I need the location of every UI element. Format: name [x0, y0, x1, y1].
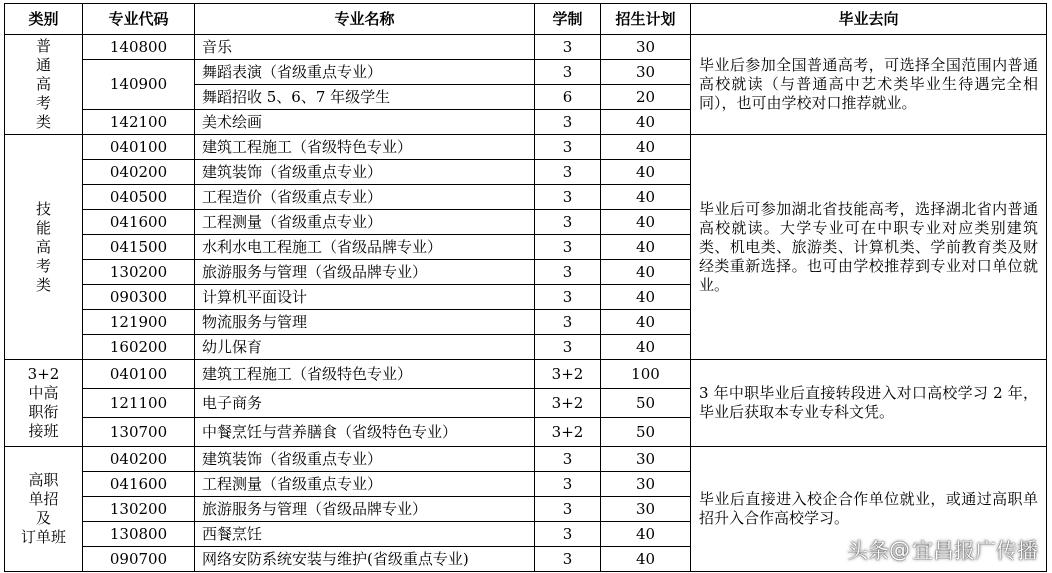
years-cell: 3+2: [535, 360, 601, 389]
years-cell: 3: [535, 235, 601, 260]
years-cell: 3: [535, 497, 601, 522]
name-cell: 工程测量（省级重点专业）: [195, 472, 535, 497]
name-cell: 水利水电工程施工（省级品牌专业）: [195, 235, 535, 260]
years-cell: 3: [535, 35, 601, 60]
code-cell: 142100: [83, 110, 195, 135]
destination-cell: 毕业后直接进入校企合作单位就业，或通过高职单招升入合作高校学习。: [691, 447, 1047, 572]
years-cell: 3: [535, 60, 601, 85]
header-destination: 毕业去向: [691, 4, 1047, 35]
header-name: 专业名称: [195, 4, 535, 35]
plan-cell: 100: [601, 360, 691, 389]
code-cell: 040100: [83, 360, 195, 389]
years-cell: 3: [535, 185, 601, 210]
name-cell: 物流服务与管理: [195, 310, 535, 335]
years-cell: 3: [535, 160, 601, 185]
plan-cell: 40: [601, 235, 691, 260]
code-cell: 040100: [83, 135, 195, 160]
name-cell: 幼儿保育: [195, 335, 535, 360]
years-cell: 3+2: [535, 418, 601, 447]
header-row: [5, 4, 1047, 35]
table-row: [5, 135, 1047, 160]
plan-cell: 40: [601, 522, 691, 547]
years-cell: 3: [535, 335, 601, 360]
name-cell: 网络安防系统安装与维护(省级重点专业): [195, 547, 535, 572]
plan-cell: 40: [601, 260, 691, 285]
category-cell: 3+2 中高 职衔 接班: [5, 360, 83, 447]
plan-cell: 30: [601, 447, 691, 472]
table-row: [5, 35, 1047, 60]
plan-cell: 40: [601, 335, 691, 360]
admissions-table: [4, 3, 1047, 572]
name-cell: 工程造价（省级重点专业）: [195, 185, 535, 210]
years-cell: 3: [535, 472, 601, 497]
plan-cell: 30: [601, 497, 691, 522]
code-cell: 040200: [83, 160, 195, 185]
name-cell: 西餐烹饪: [195, 522, 535, 547]
years-cell: 3+2: [535, 389, 601, 418]
plan-cell: 40: [601, 110, 691, 135]
code-cell: 130700: [83, 418, 195, 447]
name-cell: 工程测量（省级重点专业）: [195, 210, 535, 235]
code-cell: 130200: [83, 260, 195, 285]
table-row: [5, 360, 1047, 389]
header-category: 类别: [5, 4, 83, 35]
code-cell: 121900: [83, 310, 195, 335]
destination-cell: 毕业后可参加湖北省技能高考，选择湖北省内普通高校就读。大学专业可在中职专业对应类别建筑类、机电类、旅游类、计算机类、学前教育类及财经类重新选择。也可由学校推荐到专业对口单位就业。: [691, 135, 1047, 360]
table-body: [5, 4, 1047, 572]
years-cell: 3: [535, 210, 601, 235]
code-cell: 140800: [83, 35, 195, 60]
years-cell: 3: [535, 547, 601, 572]
plan-cell: 40: [601, 185, 691, 210]
name-cell: 音乐: [195, 35, 535, 60]
years-cell: 3: [535, 447, 601, 472]
name-cell: 旅游服务与管理（省级品牌专业）: [195, 260, 535, 285]
years-cell: 3: [535, 522, 601, 547]
name-cell: 中餐烹饪与营养膳食（省级特色专业）: [195, 418, 535, 447]
name-cell: 计算机平面设计: [195, 285, 535, 310]
name-cell: 建筑装饰（省级重点专业）: [195, 447, 535, 472]
plan-cell: 40: [601, 135, 691, 160]
years-cell: 3: [535, 110, 601, 135]
header-years: 学制: [535, 4, 601, 35]
years-cell: 3: [535, 135, 601, 160]
watermark-at: @: [889, 538, 910, 562]
code-cell: 090700: [83, 547, 195, 572]
plan-cell: 30: [601, 35, 691, 60]
plan-cell: 50: [601, 418, 691, 447]
category-cell: 技 能 高 考 类: [5, 135, 83, 360]
plan-cell: 40: [601, 285, 691, 310]
code-cell: 040200: [83, 447, 195, 472]
code-cell: 041500: [83, 235, 195, 260]
name-cell: 建筑装饰（省级重点专业）: [195, 160, 535, 185]
category-cell: 普 通 高 考 类: [5, 35, 83, 135]
years-cell: 3: [535, 260, 601, 285]
plan-cell: 40: [601, 160, 691, 185]
years-cell: 3: [535, 310, 601, 335]
code-cell: 130800: [83, 522, 195, 547]
code-cell: 040500: [83, 185, 195, 210]
table-row: [5, 447, 1047, 472]
code-cell: 130200: [83, 497, 195, 522]
code-cell: 160200: [83, 335, 195, 360]
watermark: [847, 535, 1038, 565]
name-cell: 舞蹈招收 5、6、7 年级学生: [195, 85, 535, 110]
destination-cell: 毕业后参加全国普通高考，可选择全国范围内普通高校就读（与普通高中艺术类毕业生待遇完全相同），也可由学校对口推荐就业。: [691, 35, 1047, 135]
plan-cell: 30: [601, 60, 691, 85]
code-cell: 041600: [83, 210, 195, 235]
header-plan: 招生计划: [601, 4, 691, 35]
plan-cell: 50: [601, 389, 691, 418]
plan-cell: 20: [601, 85, 691, 110]
plan-cell: 40: [601, 547, 691, 572]
name-cell: 美术绘画: [195, 110, 535, 135]
code-cell: 090300: [83, 285, 195, 310]
name-cell: 建筑工程施工（省级特色专业）: [195, 360, 535, 389]
plan-cell: 30: [601, 472, 691, 497]
plan-cell: 40: [601, 310, 691, 335]
name-cell: 舞蹈表演（省级重点专业）: [195, 60, 535, 85]
watermark-prefix: 头条: [847, 539, 889, 563]
destination-cell: 3 年中职毕业后直接转段进入对口高校学习 2 年，毕业后获取本专业专科文凭。: [691, 360, 1047, 447]
years-cell: 3: [535, 285, 601, 310]
name-cell: 旅游服务与管理（省级品牌专业）: [195, 497, 535, 522]
category-cell: 高职 单招 及 订单班: [5, 447, 83, 572]
code-cell: 140900: [83, 60, 195, 110]
name-cell: 建筑工程施工（省级特色专业）: [195, 135, 535, 160]
plan-cell: 40: [601, 210, 691, 235]
code-cell: 041600: [83, 472, 195, 497]
header-code: 专业代码: [83, 4, 195, 35]
code-cell: 121100: [83, 389, 195, 418]
watermark-name: 宜昌报广传播: [912, 539, 1038, 563]
name-cell: 电子商务: [195, 389, 535, 418]
years-cell: 6: [535, 85, 601, 110]
